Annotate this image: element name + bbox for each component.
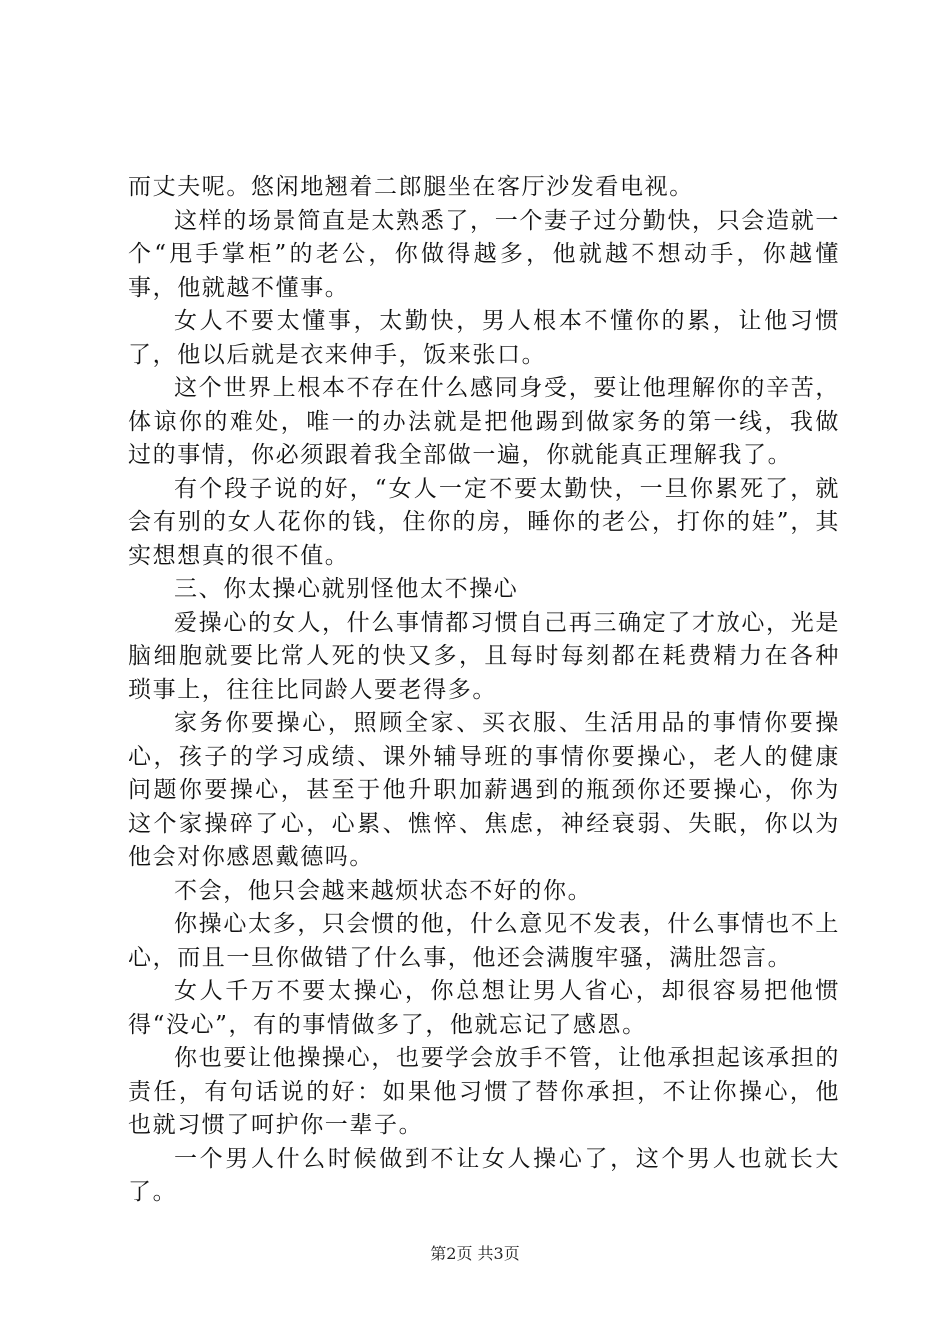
paragraph-13: 一个男人什么时候做到不让女人操心了，这个男人也就长大了。 bbox=[128, 1145, 840, 1205]
paragraph-9: 不会，他只会越来越烦状态不好的你。 bbox=[174, 877, 593, 904]
document-body bbox=[128, 171, 840, 1210]
paragraph-7: 爱操心的女人，什么事情都习惯自己再三确定了才放心，光是脑细胞就要比常人死的快又多，且每时每刻都在耗费精力在各种琐事上，往往比同龄人要老得多。 bbox=[128, 609, 840, 703]
paragraph-5: 有个段子说的好，“女人一定不要太勤快，一旦你累死了，就会有别的女人花你的钱，住你的房，睡你的老公，打你的娃”，其实想想真的很不值。 bbox=[128, 475, 840, 569]
paragraph-11: 女人千万不要太操心，你总想让男人省心，却很容易把他惯得“没心”，有的事情做多了，他就忘记了感恩。 bbox=[128, 978, 840, 1038]
paragraph-1: 而丈夫呢。悠闲地翘着二郎腿坐在客厅沙发看电视。 bbox=[128, 174, 694, 200]
section-heading: 三、你太操心就别怪他太不操心 bbox=[174, 576, 519, 602]
paragraph-10: 你操心太多，只会惯的他，什么意见不发表，什么事情也不上心，而且一旦你做错了什么事，他还会满腹牢骚，满肚怨言。 bbox=[128, 911, 840, 971]
paragraph-12: 你也要让他操操心，也要学会放手不管，让他承担起该承担的责任，有句话说的好：如果他习惯了替你承担，不让你操心，他也就习惯了呵护你一辈子。 bbox=[128, 1045, 840, 1138]
page-footer: 第2页 共3页 bbox=[430, 1244, 520, 1263]
paragraph-4: 这个世界上根本不存在什么感同身受，要让他理解你的辛苦，体谅你的难处，唯一的办法就是把他踢到做家务的第一线，我做过的事情，你必须跟着我全部做一遍，你就能真正理解我了。 bbox=[128, 375, 840, 468]
paragraph-3: 女人不要太懂事，太勤快，男人根本不懂你的累，让他习惯了，他以后就是衣来伸手，饭来张口。 bbox=[128, 308, 840, 368]
paragraph-8: 家务你要操心，照顾全家、买衣服、生活用品的事情你要操心，孩子的学习成绩、课外辅导班的事情你要操心，老人的健康问题你要操心，甚至于他升职加薪遇到的瓶颈你还要操心，你为这个家操碎了心，心累、憔悴、焦虑，神经衰弱、失眠，你以为他会对你感恩戴德吗。 bbox=[128, 710, 840, 870]
paragraph-2: 这样的场景简直是太熟悉了，一个妻子过分勤快，只会造就一个“甩手掌柜”的老公，你做得越多，他就越不想动手，你越懂事，他就越不懂事。 bbox=[128, 207, 840, 301]
